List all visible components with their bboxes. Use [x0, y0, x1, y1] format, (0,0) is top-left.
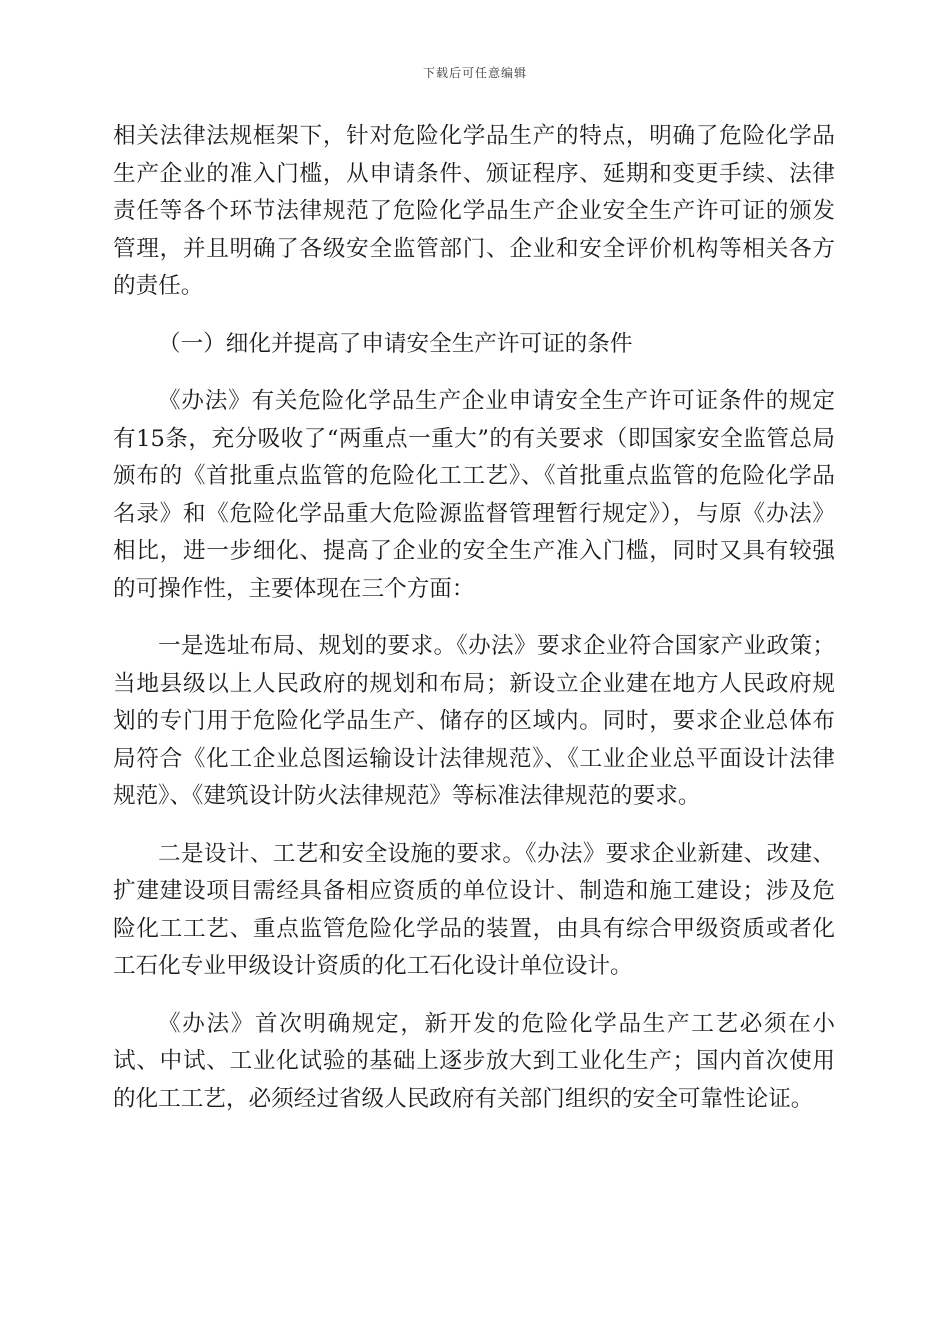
- section-heading: （一）细化并提高了申请安全生产许可证的条件: [158, 330, 633, 357]
- paragraph-design-process: 二是设计、工艺和安全设施的要求。《办法》要求企业新建、改建、扩建建设项目需经具备相应资质的单位设计、制造和施工建设；涉及危险化工工艺、重点监管危险化学品的装置，由具有综合甲级资质或者化工石化专业甲级设计资质的化工石化设计单位设计。: [113, 840, 835, 979]
- paragraph-new-process: 《办法》首次明确规定，新开发的危险化学品生产工艺必须在小试、中试、工业化试验的基础上逐步放大到工业化生产；国内首次使用的化工工艺，必须经过省级人民政府有关部门组织的安全可靠性论证。: [113, 1010, 835, 1112]
- paragraph-legal-framework: 相关法律法规框架下，针对危险化学品生产的特点，明确了危险化学品生产企业的准入门槛，从申请条件、颁证程序、延期和变更手续、法律责任等各个环节法律规范了危险化学品生产企业安全生产许可证的颁发管理，并且明确了各级安全监管部门、企业和安全评价机构等相关各方的责任。: [113, 123, 835, 299]
- document-body: [113, 118, 835, 1138]
- paragraph-application-conditions: 《办法》有关危险化学品生产企业申请安全生产许可证条件的规定有15条，充分吸收了“两重点一重大”的有关要求（即国家安全监管总局颁布的《首批重点监管的危险化工工艺》、《首批重点监管的危险化学品名录》和《危险化学品重大危险源监督管理暂行规定》），与原《办法》相比，进一步细化、提高了企业的安全生产准入门槛，同时又具有较强的可操作性，主要体现在三个方面：: [113, 388, 835, 602]
- page-header-note: 下载后可任意编辑: [422, 66, 527, 80]
- paragraph-site-layout: 一是选址布局、规划的要求。《办法》要求企业符合国家产业政策；当地县级以上人民政府的规划和布局；新设立企业建在地方人民政府规划的专门用于危险化学品生产、储存的区域内。同时，要求企业总体布局符合《化工企业总图运输设计法律规范》、《工业企业总平面设计法律规范》、《建筑设计防火法律规范》等标准法律规范的要求。: [113, 633, 835, 809]
